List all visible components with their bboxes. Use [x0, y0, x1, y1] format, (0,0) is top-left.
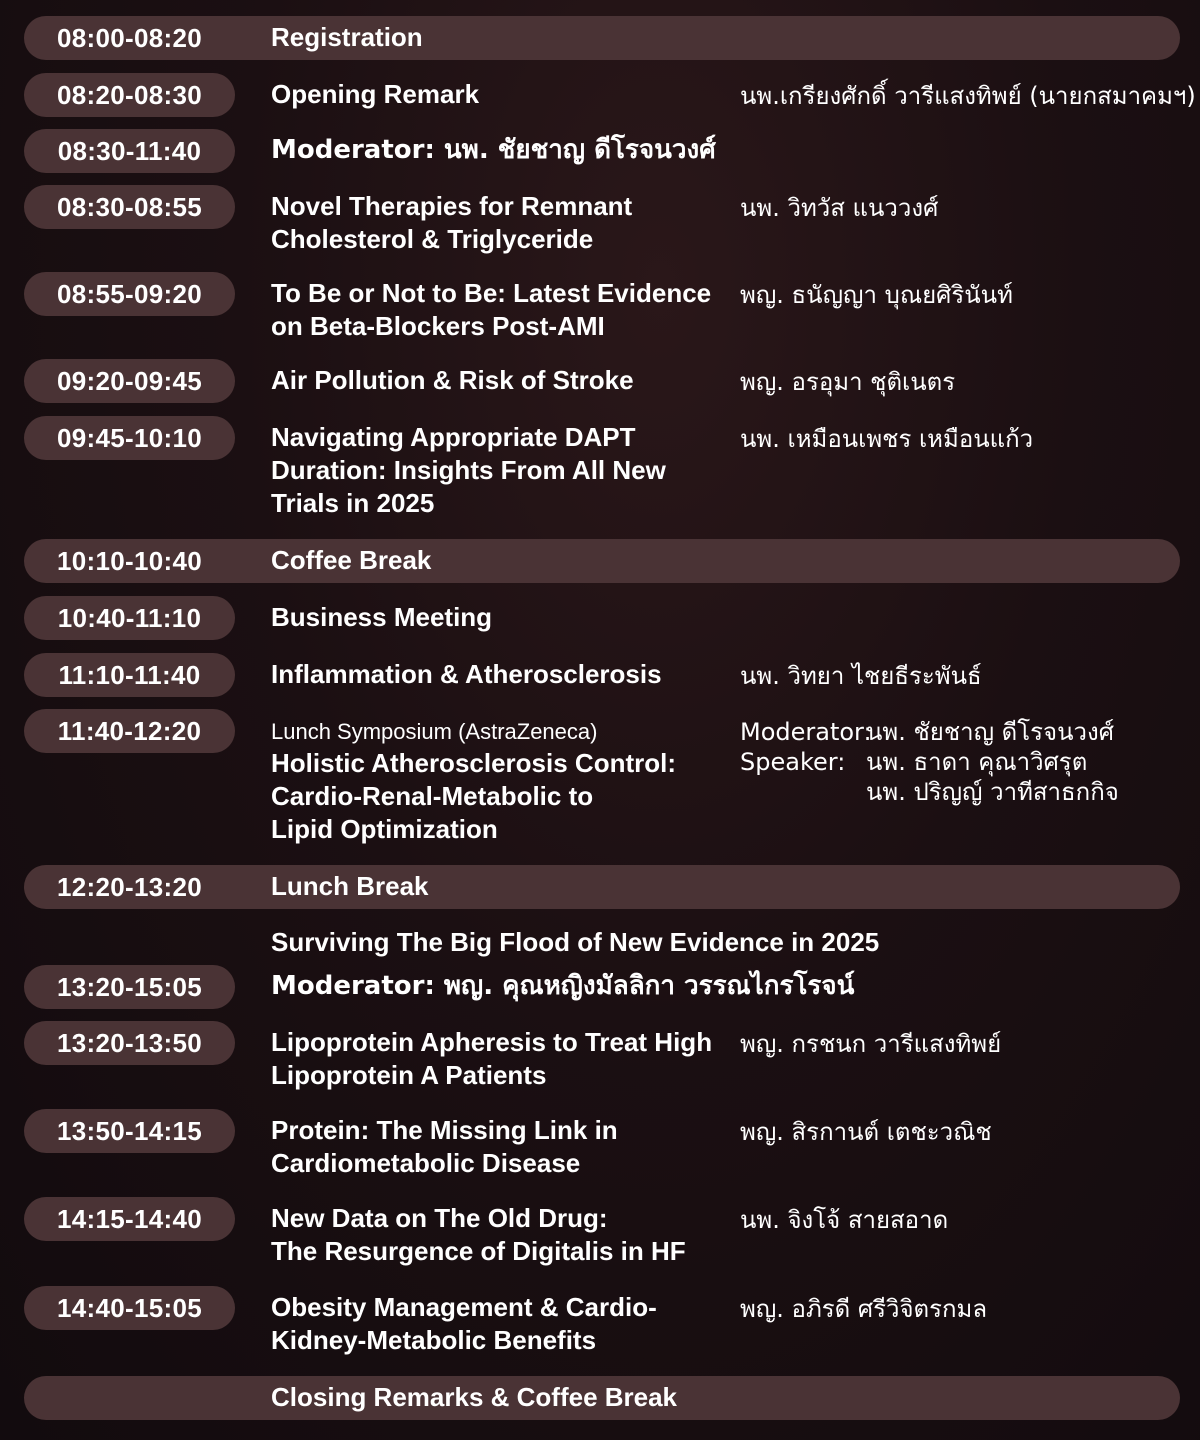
session-title-line: Lipoprotein Apheresis to Treat High — [271, 1027, 713, 1057]
time-label: 08:55-09:20 — [57, 279, 202, 309]
speaker-role-label: Speaker: — [740, 748, 846, 776]
speaker-name: นพ.เกรียงศักดิ์ วารีแสงทิพย์ (นายกสมาคมฯ) — [740, 82, 1196, 110]
session-title-line: Lipoprotein A Patients — [271, 1060, 547, 1090]
speaker-name: นพ. จิงโจ้ สายสอาด — [740, 1206, 949, 1234]
symposium-speakers — [740, 717, 1190, 807]
session-title — [271, 717, 731, 846]
session-title-line: The Resurgence of Digitalis in HF — [271, 1236, 686, 1266]
session-title-line: Novel Therapies for Remnant — [271, 191, 633, 221]
speaker-name: พญ. อรอุมา ชุติเนตร — [740, 368, 956, 396]
session-title: Closing Remarks & Coffee Break — [271, 1382, 678, 1412]
symposium-label: Lunch Symposium (AstraZeneca) — [271, 719, 598, 744]
session-title — [271, 1026, 731, 1092]
time-label: 08:30-11:40 — [57, 136, 202, 166]
time-label: 11:10-11:40 — [58, 660, 201, 690]
session-title: Registration — [271, 22, 423, 52]
session-title: Opening Remark — [271, 79, 480, 109]
speaker-name: นพ. วิทยา ไชยธีระพันธ์ — [740, 662, 982, 690]
session-title-line: To Be or Not to Be: Latest Evidence — [271, 278, 712, 308]
session-title-line: Holistic Atherosclerosis Control: — [271, 748, 676, 778]
session-heading-text: Surviving The Big Flood of New Evidence in 2025 — [271, 927, 880, 957]
speaker-name: นพ. เหมือนเพชร เหมือนแก้ว — [740, 425, 1034, 453]
speaker-name: นพ. วิทวัส แนววงศ์ — [740, 194, 939, 222]
session-title — [271, 1291, 731, 1357]
session-title: Lunch Break — [271, 871, 429, 901]
time-label: 12:20-13:20 — [57, 872, 202, 902]
speaker-name: นพ. ปริญญ์ วาทีสาธกกิจ — [866, 778, 1119, 806]
session-title-line: Obesity Management & Cardio- — [271, 1292, 657, 1322]
time-label: 08:00-08:20 — [57, 23, 202, 53]
speaker-name: พญ. กรชนก วารีแสงทิพย์ — [740, 1030, 1002, 1058]
speaker-name: นพ. ธาดา คุณาวิศรุต — [866, 748, 1088, 776]
speaker-name: พญ. สิรกานต์ เตชะวณิช — [740, 1118, 992, 1146]
session-title-line: Kidney-Metabolic Benefits — [271, 1325, 597, 1355]
time-label: 08:20-08:30 — [57, 80, 202, 110]
time-label: 09:20-09:45 — [57, 366, 202, 396]
session-title — [271, 421, 731, 520]
moderator-title: Moderator: พญ. คุณหญิงมัลลิกา วรรณไกรโรจน์ — [271, 971, 855, 1001]
session-title-line: Lipid Optimization — [271, 814, 498, 844]
session-title — [271, 190, 731, 256]
time-label: 08:30-08:55 — [57, 192, 202, 222]
time-label: 13:20-13:50 — [57, 1028, 202, 1058]
session-title-line: Navigating Appropriate DAPT — [271, 422, 636, 452]
session-title: Coffee Break — [271, 545, 432, 575]
session-title-line: on Beta-Blockers Post-AMI — [271, 311, 605, 341]
session-title: Air Pollution & Risk of Stroke — [271, 365, 634, 395]
time-label: 13:50-14:15 — [57, 1116, 202, 1146]
session-title-line: New Data on The Old Drug: — [271, 1203, 608, 1233]
time-label: 14:15-14:40 — [57, 1204, 202, 1234]
session-title — [271, 277, 731, 343]
session-title-line: Trials in 2025 — [271, 488, 435, 518]
time-label: 13:20-15:05 — [57, 972, 202, 1002]
time-label: 10:40-11:10 — [57, 603, 202, 633]
session-title-line: Protein: The Missing Link in — [271, 1115, 618, 1145]
speaker-name: พญ. ธนัญญา บุณยศิรินันท์ — [740, 281, 1013, 309]
session-title-line: Cholesterol & Triglyceride — [271, 224, 594, 254]
time-label: 10:10-10:40 — [57, 546, 202, 576]
time-label: 09:45-10:10 — [57, 423, 202, 453]
session-title: Inflammation & Atherosclerosis — [271, 659, 662, 689]
moderator-title: Moderator: นพ. ชัยชาญ ดีโรจนวงศ์ — [271, 135, 716, 165]
session-title — [271, 1202, 731, 1268]
moderator-name: นพ. ชัยชาญ ดีโรจนวงศ์ — [866, 718, 1114, 746]
time-label: 11:40-12:20 — [57, 716, 202, 746]
session-title: Business Meeting — [271, 602, 493, 632]
session-title-line: Duration: Insights From All New — [271, 455, 666, 485]
moderator-role-label: Moderator: — [740, 718, 872, 746]
session-title-line: Cardiometabolic Disease — [271, 1148, 581, 1178]
session-title — [271, 1114, 731, 1180]
session-title-line: Cardio-Renal-Metabolic to — [271, 781, 594, 811]
time-label: 14:40-15:05 — [57, 1293, 202, 1323]
speaker-name: พญ. อภิรดี ศรีวิจิตรกมล — [740, 1295, 988, 1323]
